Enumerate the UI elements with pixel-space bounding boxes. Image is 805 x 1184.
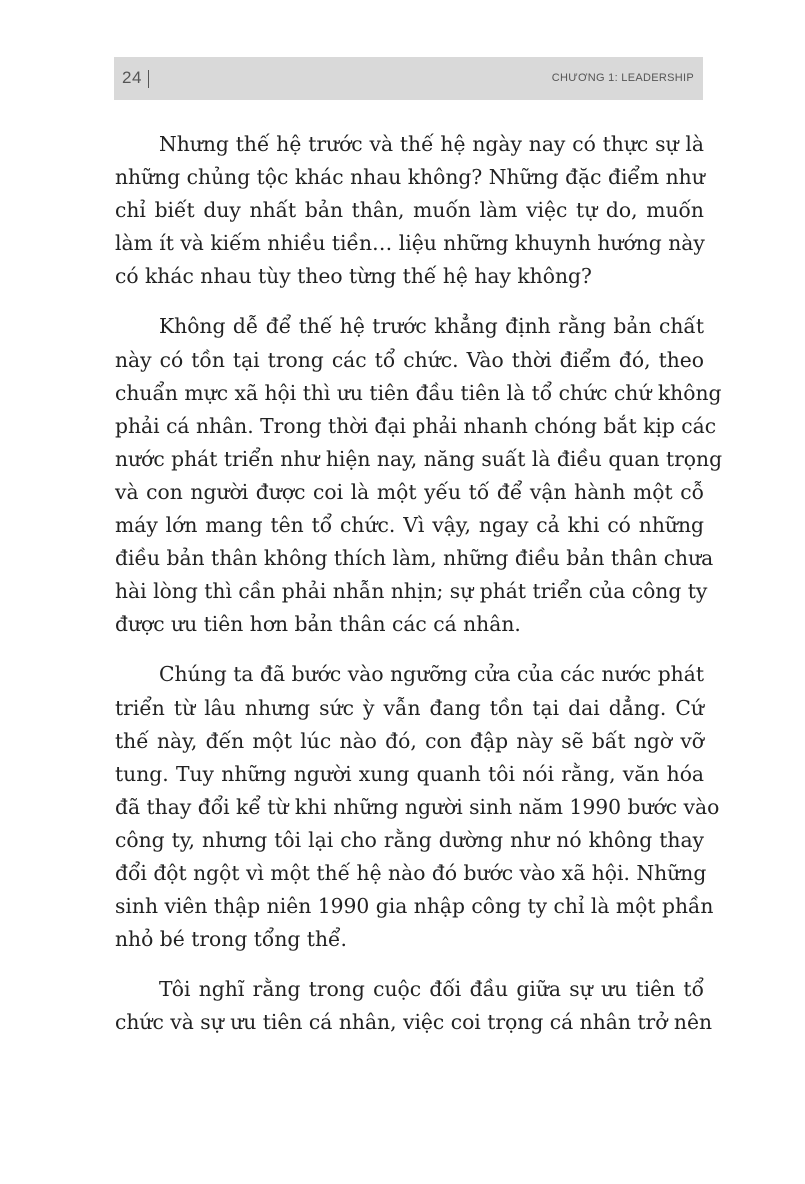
text-line: chức và sự ưu tiên cá nhân, việc coi trọng cá nhân trở nên — [115, 1010, 713, 1035]
text-line: Không dễ để thế hệ trước khẳng định rằng bản chất — [159, 314, 704, 339]
text-line: và con người được coi là một yếu tố để vận hành một cỗ — [115, 479, 704, 504]
text-line: chỉ biết duy nhất bản thân, muốn làm việc tự do, muốn — [115, 198, 704, 223]
text-line: nhỏ bé trong tổng thể. — [115, 927, 347, 952]
text-line: đổi đột ngột vì một thế hệ nào đó bước vào xã hội. Những — [115, 860, 707, 885]
text-line: Chúng ta đã bước vào ngưỡng cửa của các nước phát — [159, 662, 704, 687]
text-line: điều bản thân không thích làm, những điều bản thân chưa — [115, 546, 714, 571]
text-line: làm ít và kiếm nhiều tiền… liệu những khuynh hướng này — [115, 231, 705, 256]
text-line: nước phát triển như hiện nay, năng suất là điều quan trọng — [115, 446, 723, 471]
text-line: chuẩn mực xã hội thì ưu tiên đầu tiên là tổ chức chứ không — [115, 380, 722, 405]
paragraph — [115, 973, 713, 1039]
body-text — [115, 128, 723, 1039]
text-line: Nhưng thế hệ trước và thế hệ ngày nay có thực sự là — [159, 132, 704, 156]
text-line: tung. Tuy những người xung quanh tôi nói rằng, văn hóa — [115, 761, 704, 786]
paragraph — [115, 128, 704, 293]
text-line: này có tồn tại trong các tổ chức. Vào thời điểm đó, theo — [115, 347, 704, 372]
text-line: có khác nhau tùy theo từng thế hệ hay không? — [115, 264, 592, 289]
text-line: máy lớn mang tên tổ chức. Vì vậy, ngay cả khi có những — [115, 513, 704, 538]
page-header — [114, 57, 703, 100]
text-line: sinh viên thập niên 1990 gia nhập công ty chỉ là một phần — [115, 894, 714, 919]
text-line: những chủng tộc khác nhau không? Những đặc điểm như — [115, 165, 705, 190]
text-line: hài lòng thì cần phải nhẫn nhịn; sự phát triển của công ty — [115, 579, 708, 604]
text-line: phải cá nhân. Trong thời đại phải nhanh chóng bắt kịp các — [115, 413, 717, 438]
header-divider — [148, 70, 149, 88]
chapter-title: CHƯƠNG 1: LEADERSHIP — [551, 72, 694, 84]
paragraph — [115, 658, 720, 956]
paragraph — [115, 310, 723, 641]
page-number: 24 — [122, 68, 142, 87]
text-line: công ty, nhưng tôi lại cho rằng dường như nó không thay — [115, 827, 704, 852]
text-line: được ưu tiên hơn bản thân các cá nhân. — [115, 612, 521, 637]
text-line: triển từ lâu nhưng sức ỳ vẫn đang tồn tại dai dẳng. Cứ — [115, 695, 704, 720]
text-line: thế này, đến một lúc nào đó, con đập này sẽ bất ngờ vỡ — [115, 728, 704, 753]
text-line: Tôi nghĩ rằng trong cuộc đối đầu giữa sự ưu tiên tổ — [159, 977, 704, 1002]
text-line: đã thay đổi kể từ khi những người sinh năm 1990 bước vào — [115, 794, 720, 819]
